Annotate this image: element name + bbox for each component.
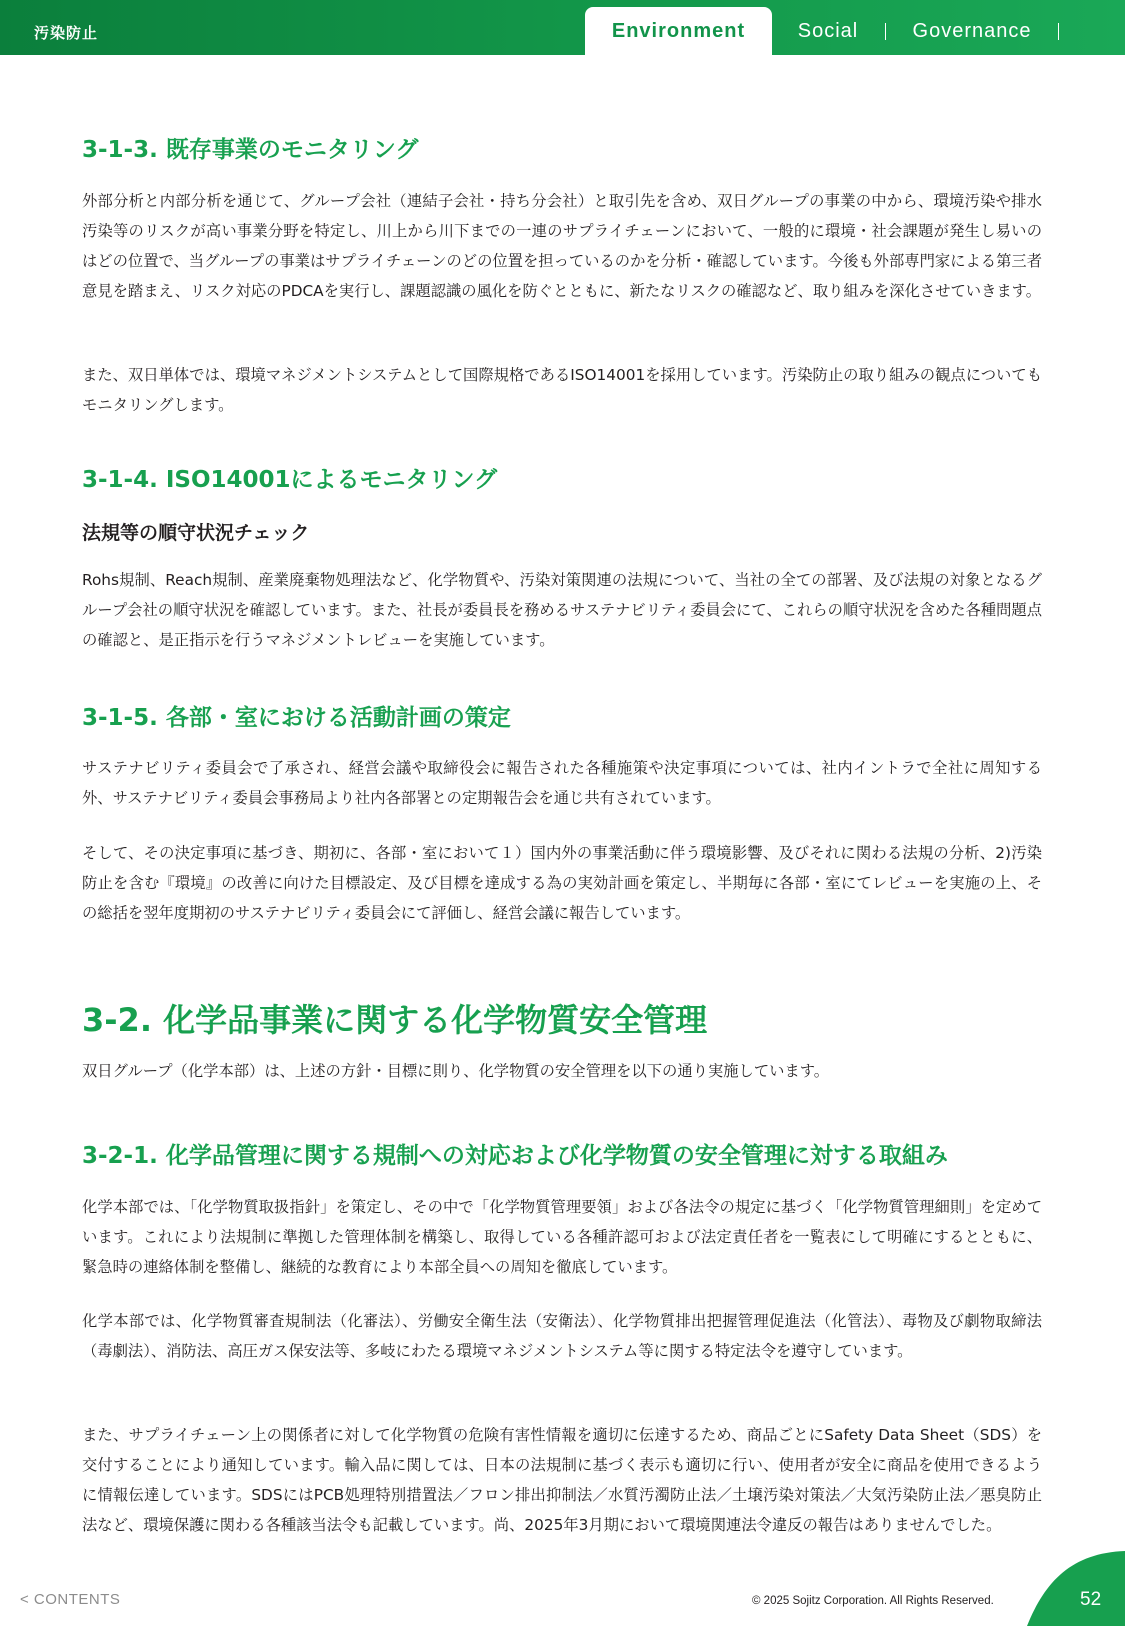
paragraph: また、双日単体では、環境マネジメントシステムとして国際規格であるISO14001を採用しています。汚染防止の取り組みの観点についてもモニタリングします。	[82, 366, 1042, 414]
paragraph: Rohs規制、Reach規制、産業廃棄物処理法など、化学物質や、汚染対策関連の法規について、当社の全ての部署、及び法規の対象となるグループ会社の順守状況を確認しています。また、社長が委員長を務めるサステナビリティ委員会にて、これらの順守状況を含めた各種問題点の確認と、是正指示を行うマネジメントレビューを実施しています。	[82, 571, 1042, 649]
heading-3-2-1: 3-2-1. 化学品管理に関する規制への対応および化学物質の安全管理に対する取組み	[82, 1143, 948, 1169]
subheading: 法規等の順守状況チェック	[82, 522, 310, 544]
tab-separator	[885, 23, 886, 40]
heading-3-1-4: 3-1-4. ISO14001によるモニタリング	[82, 467, 498, 493]
paragraph: サステナビリティ委員会で了承され、経営会議や取締役会に報告された各種施策や決定事項については、社内イントラで全社に周知する外、サステナビリティ委員会事務局より社内各部署との定期報告会を通じ共有されています。	[82, 759, 1042, 807]
section-title: 汚染防止	[34, 24, 99, 42]
page-corner-shape	[1027, 1551, 1125, 1626]
paragraph: 化学本部では、化学物質審査規制法（化審法）、労働安全衛生法（安衛法）、化学物質排出把握管理促進法（化管法）、毒物及び劇物取締法（毒劇法）、消防法、高圧ガス保安法等、多岐にわたる環境マネジメントシステム等に関する特定法令を遵守しています。	[82, 1312, 1042, 1360]
tab-environment[interactable]: Environment	[585, 7, 772, 55]
copyright-text: © 2025 Sojitz Corporation. All Rights Reserved.	[752, 1595, 994, 1607]
paragraph: 化学本部では、「化学物質取扱指針」を策定し、その中で「化学物質管理要領」および各法令の規定に基づく「化学物質管理細則」を定めています。これにより法規制に準拠した管理体制を構築し、取得している各種許認可および法定責任者を一覧表にして明確にするとともに、緊急時の連絡体制を整備し、継続的な教育により本部全員への周知を徹底しています。	[82, 1198, 1042, 1276]
heading-3-2: 3-2. 化学品事業に関する化学物質安全管理	[82, 1001, 708, 1039]
contents-link[interactable]: < CONTENTS	[20, 1591, 121, 1608]
heading-3-1-5: 3-1-5. 各部・室における活動計画の策定	[82, 705, 511, 731]
paragraph: 双日グループ（化学本部）は、上述の方針・目標に則り、化学物質の安全管理を以下の通り実施しています。	[82, 1062, 830, 1080]
paragraph: また、サプライチェーン上の関係者に対して化学物質の危険有害性情報を適切に伝達するため、商品ごとにSafety Data Sheet（SDS）を交付することにより通知しています。輸入品に関しては、日本の法規制に基づく表示も適切に行い、使用者が安全に商品を使用できるように情報伝達しています。SDSにはPCB処理特別措置法／フロン排出抑制法／水質汚濁防止法／土壌汚染対策法／大気汚染防止法／悪臭防止法など、環境保護に関わる各種該当法令も記載しています。尚、2025年3月期において環境関連法令違反の報告はありませんでした。	[82, 1426, 1042, 1534]
heading-3-1-3: 3-1-3. 既存事業のモニタリング	[82, 137, 419, 163]
tab-social[interactable]: Social	[797, 20, 859, 42]
paragraph: 外部分析と内部分析を通じて、グループ会社（連結子会社・持ち分会社）と取引先を含め、双日グループの事業の中から、環境汚染や排水汚染等のリスクが高い事業分野を特定し、川上から川下までの一連のサプライチェーンにおいて、一般的に環境・社会課題が発生し易いのはどの位置で、当グループの事業はサプライチェーンのどの位置を担っているのかを分析・確認しています。今後も外部専門家による第三者意見を踏まえ、リスク対応のPDCAを実行し、課題認識の風化を防ぐとともに、新たなリスクの確認など、取り組みを深化させていきます。	[82, 192, 1042, 300]
tab-separator	[1058, 23, 1059, 40]
top-header	[0, 0, 1125, 55]
paragraph: そして、その決定事項に基づき、期初に、各部・室において１）国内外の事業活動に伴う環境影響、及びそれに関わる法規の分析、2)汚染防止を含む『環境』の改善に向けた目標設定、及び目標を達成する為の実効計画を策定し、半期毎に各部・室にてレビューを実施の上、その総括を翌年度期初のサステナビリティ委員会にて評価し、経営会議に報告しています。	[82, 844, 1042, 922]
page-number: 52	[1080, 1589, 1102, 1610]
tab-governance[interactable]: Governance	[912, 20, 1032, 42]
